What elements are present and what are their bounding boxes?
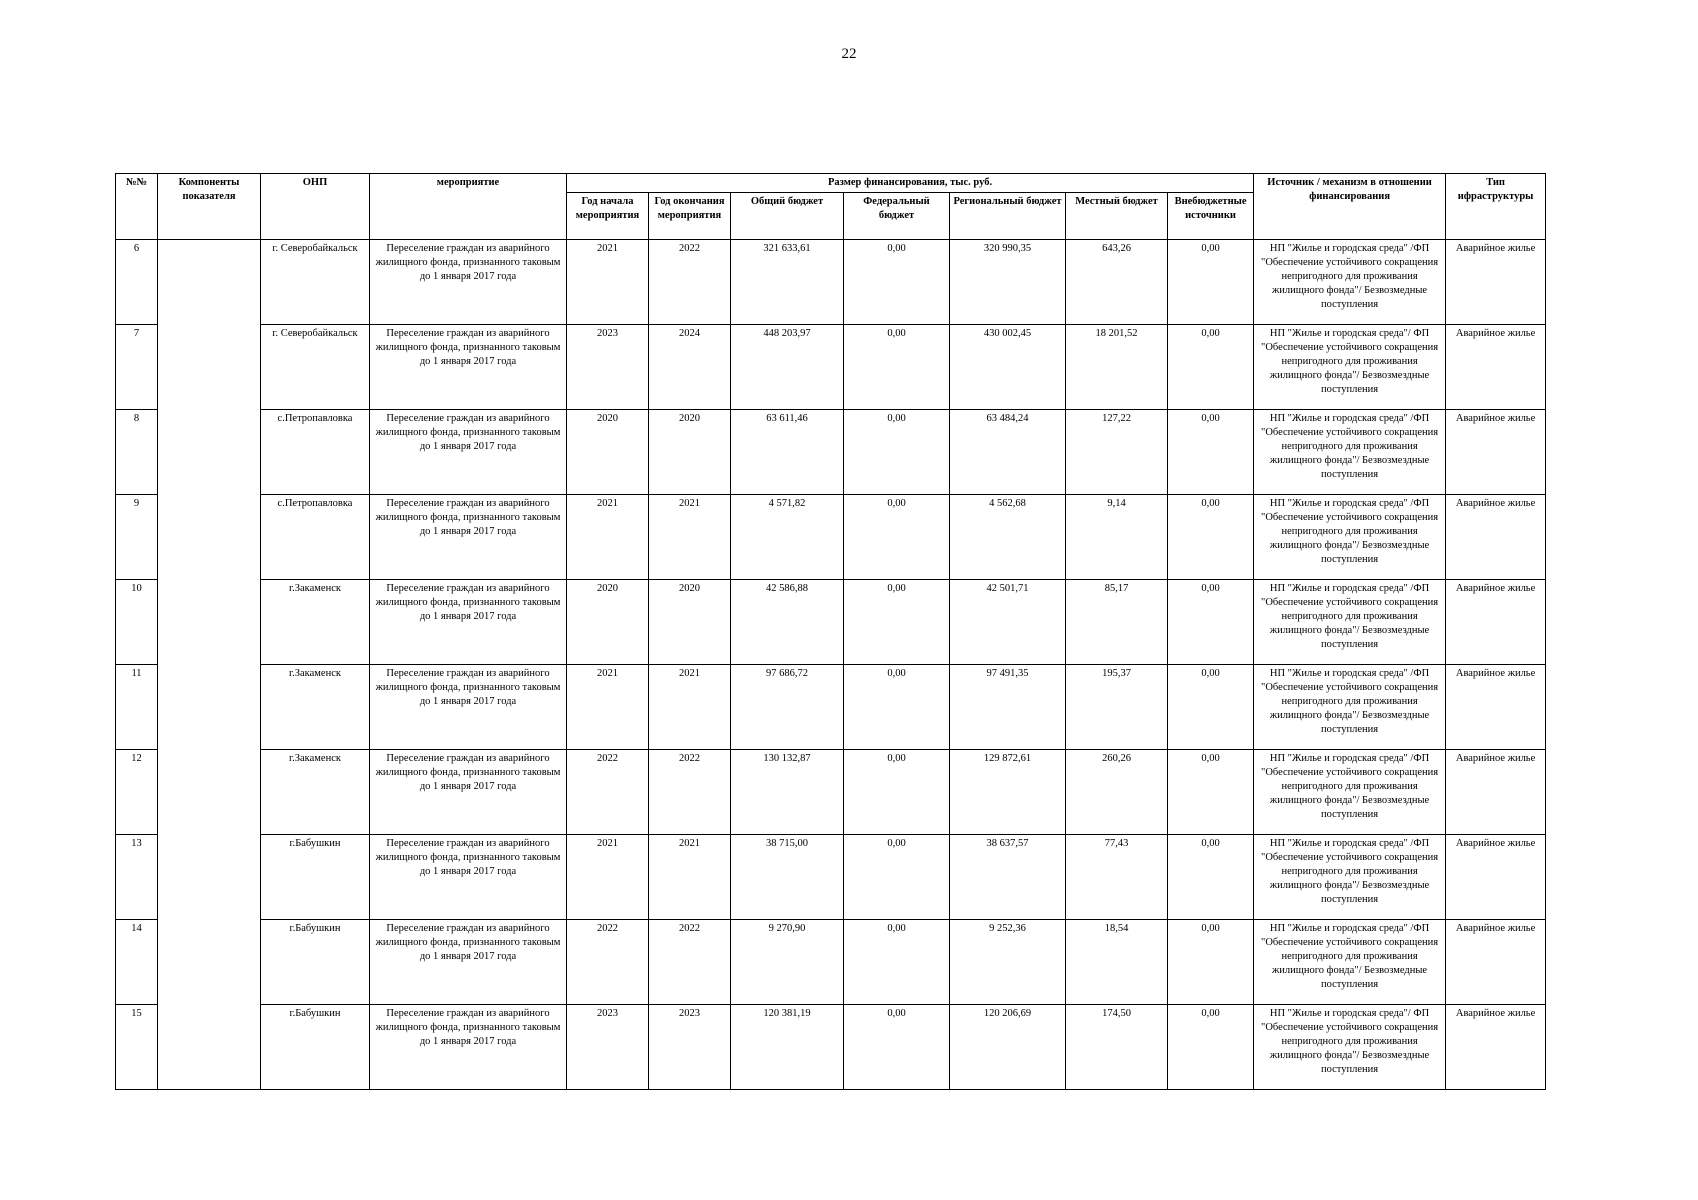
header-year-start: Год начала мероприятия [567,193,649,240]
source-line: жилищного фонда"/ Безвозмездные [1269,540,1430,551]
cell-components [158,580,261,665]
source-line: НП "Жилье и городская среда" /ФП [1269,668,1430,679]
cell-source [1254,920,1446,1005]
cell-event: Переселение граждан из аварийного жилищного фонда, признанного таковым до 1 января 2017 года [370,495,567,580]
cell-event: Переселение граждан из аварийного жилищного фонда, признанного таковым до 1 января 2017 года [370,920,567,1005]
cell-total-budget: 321 633,61 [731,240,844,325]
cell-total-budget: 4 571,82 [731,495,844,580]
cell-source [1254,665,1446,750]
cell-onp: г.Бабушкин [261,835,370,920]
cell-total-budget: 63 611,46 [731,410,844,495]
cell-components [158,410,261,495]
cell-num: 9 [116,495,158,580]
cell-event: Переселение граждан из аварийного жилищного фонда, признанного таковым до 1 января 2017 года [370,1005,567,1090]
cell-onp: с.Петропавловка [261,410,370,495]
cell-num: 6 [116,240,158,325]
cell-year-start: 2022 [567,750,649,835]
header-event: мероприятие [370,174,567,240]
cell-num: 11 [116,665,158,750]
source-line: "Обеспечение устойчивого сокращения [1261,257,1439,268]
source-line: "Обеспечение устойчивого сокращения [1261,937,1439,948]
cell-event: Переселение граждан из аварийного жилищного фонда, признанного таковым до 1 января 2017 года [370,580,567,665]
cell-offbudget: 0,00 [1168,750,1254,835]
header-year-end: Год окончания мероприятия [649,193,731,240]
cell-federal-budget: 0,00 [844,1005,950,1090]
cell-infra-type: Аварийное жилье [1446,1005,1546,1090]
cell-offbudget: 0,00 [1168,495,1254,580]
cell-infra-type: Аварийное жилье [1446,835,1546,920]
cell-total-budget: 9 270,90 [731,920,844,1005]
cell-year-end: 2020 [649,580,731,665]
source-line: "Обеспечение устойчивого сокращения [1261,1022,1439,1033]
cell-event: Переселение граждан из аварийного жилищного фонда, признанного таковым до 1 января 2017 года [370,240,567,325]
cell-federal-budget: 0,00 [844,835,950,920]
cell-components [158,750,261,835]
cell-local-budget: 9,14 [1066,495,1168,580]
cell-source [1254,580,1446,665]
header-federal-budget: Федеральный бюджет [844,193,950,240]
source-line: НП "Жилье и городская среда" /ФП [1269,753,1430,764]
cell-source [1254,1005,1446,1090]
cell-local-budget: 18 201,52 [1066,325,1168,410]
cell-infra-type: Аварийное жилье [1446,410,1546,495]
source-line: поступления [1321,724,1379,735]
cell-year-start: 2023 [567,325,649,410]
source-line: жилищного фонда"/ Безвозмездные [1269,880,1430,891]
cell-total-budget: 97 686,72 [731,665,844,750]
cell-regional-budget: 63 484,24 [950,410,1066,495]
source-line: жилищного фонда"/ Безвозмездные [1269,795,1430,806]
header-local-budget: Местный бюджет [1066,193,1168,240]
source-line: НП "Жилье и городская среда" /ФП [1269,923,1430,934]
cell-year-end: 2021 [649,495,731,580]
cell-year-start: 2021 [567,665,649,750]
cell-federal-budget: 0,00 [844,750,950,835]
header-onp: ОНП [261,174,370,240]
cell-infra-type: Аварийное жилье [1446,240,1546,325]
cell-total-budget: 448 203,97 [731,325,844,410]
source-line: поступления [1321,979,1379,990]
cell-onp: г. Северобайкальск [261,240,370,325]
cell-offbudget: 0,00 [1168,580,1254,665]
cell-regional-budget: 42 501,71 [950,580,1066,665]
cell-offbudget: 0,00 [1168,1005,1254,1090]
cell-event: Переселение граждан из аварийного жилищного фонда, признанного таковым до 1 января 2017 года [370,325,567,410]
cell-federal-budget: 0,00 [844,580,950,665]
cell-local-budget: 85,17 [1066,580,1168,665]
cell-infra-type: Аварийное жилье [1446,750,1546,835]
cell-event: Переселение граждан из аварийного жилищного фонда, признанного таковым до 1 января 2017 года [370,835,567,920]
cell-local-budget: 260,26 [1066,750,1168,835]
source-line: жилищного фонда"/ Безвозмездные [1269,710,1430,721]
source-line: поступления [1321,1064,1379,1075]
source-line: поступления [1321,299,1379,310]
header-source: Источник / механизм в отношении финансирования [1254,174,1446,240]
table-row [116,410,1546,495]
cell-components [158,325,261,410]
source-line: поступления [1321,894,1379,905]
header-infra-type: Тип ифраструктуры [1446,174,1546,240]
cell-year-end: 2022 [649,750,731,835]
financing-table [115,173,1546,1090]
table-row [116,920,1546,1005]
cell-year-end: 2024 [649,325,731,410]
source-line: НП "Жилье и городская среда" /ФП [1269,243,1430,254]
cell-offbudget: 0,00 [1168,410,1254,495]
cell-source [1254,835,1446,920]
cell-source [1254,240,1446,325]
cell-local-budget: 174,50 [1066,1005,1168,1090]
cell-components [158,665,261,750]
cell-year-end: 2021 [649,835,731,920]
cell-local-budget: 18,54 [1066,920,1168,1005]
cell-federal-budget: 0,00 [844,665,950,750]
table-body [116,240,1546,1090]
table-row [116,240,1546,325]
cell-infra-type: Аварийное жилье [1446,495,1546,580]
cell-offbudget: 0,00 [1168,240,1254,325]
cell-onp: г.Бабушкин [261,1005,370,1090]
header-num: №№ [116,174,158,240]
cell-regional-budget: 120 206,69 [950,1005,1066,1090]
page-number: 22 [841,46,857,62]
cell-offbudget: 0,00 [1168,325,1254,410]
cell-regional-budget: 430 002,45 [950,325,1066,410]
source-line: жилищного фонда"/ Безвозмедные [1272,285,1428,296]
source-line: непригодного для проживания [1281,441,1418,452]
source-line: непригодного для проживания [1281,951,1418,962]
source-line: НП "Жилье и городская среда"/ ФП [1269,1008,1430,1019]
cell-regional-budget: 97 491,35 [950,665,1066,750]
source-line: поступления [1321,469,1379,480]
cell-federal-budget: 0,00 [844,240,950,325]
cell-num: 12 [116,750,158,835]
source-line: непригодного для проживания [1281,866,1418,877]
source-line: поступления [1321,384,1379,395]
cell-federal-budget: 0,00 [844,920,950,1005]
cell-num: 15 [116,1005,158,1090]
cell-offbudget: 0,00 [1168,835,1254,920]
cell-year-start: 2021 [567,240,649,325]
table-row [116,750,1546,835]
source-line: непригодного для проживания [1281,356,1418,367]
table-row [116,580,1546,665]
cell-federal-budget: 0,00 [844,325,950,410]
cell-num: 13 [116,835,158,920]
source-line: "Обеспечение устойчивого сокращения [1261,682,1439,693]
source-line: жилищного фонда"/ Безвозмездные [1269,455,1430,466]
header-funding-group: Размер финансирования, тыс. руб. [567,174,1254,193]
cell-year-start: 2023 [567,1005,649,1090]
cell-regional-budget: 129 872,61 [950,750,1066,835]
cell-year-end: 2022 [649,920,731,1005]
cell-year-end: 2023 [649,1005,731,1090]
cell-event: Переселение граждан из аварийного жилищного фонда, признанного таковым до 1 января 2017 года [370,410,567,495]
cell-year-start: 2021 [567,835,649,920]
source-line: "Обеспечение устойчивого сокращения [1261,597,1439,608]
cell-regional-budget: 320 990,35 [950,240,1066,325]
cell-num: 7 [116,325,158,410]
cell-total-budget: 130 132,87 [731,750,844,835]
cell-regional-budget: 9 252,36 [950,920,1066,1005]
cell-local-budget: 195,37 [1066,665,1168,750]
cell-local-budget: 127,22 [1066,410,1168,495]
source-line: жилищного фонда"/ Безвозмездные [1269,1050,1430,1061]
header-regional-budget: Региональный бюджет [950,193,1066,240]
cell-total-budget: 42 586,88 [731,580,844,665]
cell-federal-budget: 0,00 [844,495,950,580]
source-line: непригодного для проживания [1281,526,1418,537]
header-components: Компоненты показателя [158,174,261,240]
cell-infra-type: Аварийное жилье [1446,580,1546,665]
cell-event: Переселение граждан из аварийного жилищного фонда, признанного таковым до 1 января 2017 года [370,665,567,750]
cell-components [158,920,261,1005]
table-row [116,1005,1546,1090]
source-line: НП "Жилье и городская среда" /ФП [1269,498,1430,509]
cell-regional-budget: 4 562,68 [950,495,1066,580]
cell-source [1254,495,1446,580]
cell-event: Переселение граждан из аварийного жилищного фонда, признанного таковым до 1 января 2017 года [370,750,567,835]
source-line: НП "Жилье и городская среда" /ФП [1269,838,1430,849]
source-line: жилищного фонда"/ Безвозмедные [1272,965,1428,976]
header-total-budget: Общий бюджет [731,193,844,240]
source-line: жилищного фонда"/ Безвозмездные [1269,370,1430,381]
table-row [116,495,1546,580]
source-line: непригодного для проживания [1281,696,1418,707]
source-line: непригодного для проживания [1281,1036,1418,1047]
source-line: поступления [1321,639,1379,650]
table-row [116,665,1546,750]
source-line: "Обеспечение устойчивого сокращения [1261,427,1439,438]
cell-offbudget: 0,00 [1168,920,1254,1005]
cell-regional-budget: 38 637,57 [950,835,1066,920]
source-line: "Обеспечение устойчивого сокращения [1261,512,1439,523]
cell-year-start: 2021 [567,495,649,580]
source-line: "Обеспечение устойчивого сокращения [1261,852,1439,863]
cell-infra-type: Аварийное жилье [1446,325,1546,410]
cell-total-budget: 120 381,19 [731,1005,844,1090]
source-line: непригодного для проживания [1281,611,1418,622]
cell-onp: г.Закаменск [261,580,370,665]
cell-components [158,835,261,920]
cell-source [1254,410,1446,495]
cell-year-start: 2020 [567,410,649,495]
source-line: непригодного для проживания [1281,781,1418,792]
source-line: поступления [1321,809,1379,820]
cell-onp: г.Закаменск [261,750,370,835]
cell-onp: г.Бабушкин [261,920,370,1005]
cell-components [158,1005,261,1090]
cell-federal-budget: 0,00 [844,410,950,495]
cell-offbudget: 0,00 [1168,665,1254,750]
cell-num: 8 [116,410,158,495]
cell-year-start: 2022 [567,920,649,1005]
source-line: НП "Жилье и городская среда" /ФП [1269,583,1430,594]
cell-infra-type: Аварийное жилье [1446,665,1546,750]
cell-num: 14 [116,920,158,1005]
cell-local-budget: 77,43 [1066,835,1168,920]
source-line: поступления [1321,554,1379,565]
cell-total-budget: 38 715,00 [731,835,844,920]
cell-source [1254,750,1446,835]
source-line: НП "Жилье и городская среда" /ФП [1269,413,1430,424]
cell-num: 10 [116,580,158,665]
cell-onp: г.Закаменск [261,665,370,750]
source-line: непригодного для проживания [1281,271,1418,282]
cell-year-end: 2021 [649,665,731,750]
source-line: "Обеспечение устойчивого сокращения [1261,767,1439,778]
cell-source [1254,325,1446,410]
source-line: НП "Жилье и городская среда"/ ФП [1269,328,1430,339]
source-line: жилищного фонда"/ Безвозмездные [1269,625,1430,636]
cell-local-budget: 643,26 [1066,240,1168,325]
header-offbudget: Внебюджетные источники [1168,193,1254,240]
cell-year-start: 2020 [567,580,649,665]
source-line: "Обеспечение устойчивого сокращения [1261,342,1439,353]
table-row [116,325,1546,410]
cell-components [158,240,261,325]
cell-year-end: 2020 [649,410,731,495]
cell-components [158,495,261,580]
cell-infra-type: Аварийное жилье [1446,920,1546,1005]
table-row [116,835,1546,920]
cell-year-end: 2022 [649,240,731,325]
cell-onp: г. Северобайкальск [261,325,370,410]
cell-onp: с.Петропавловка [261,495,370,580]
